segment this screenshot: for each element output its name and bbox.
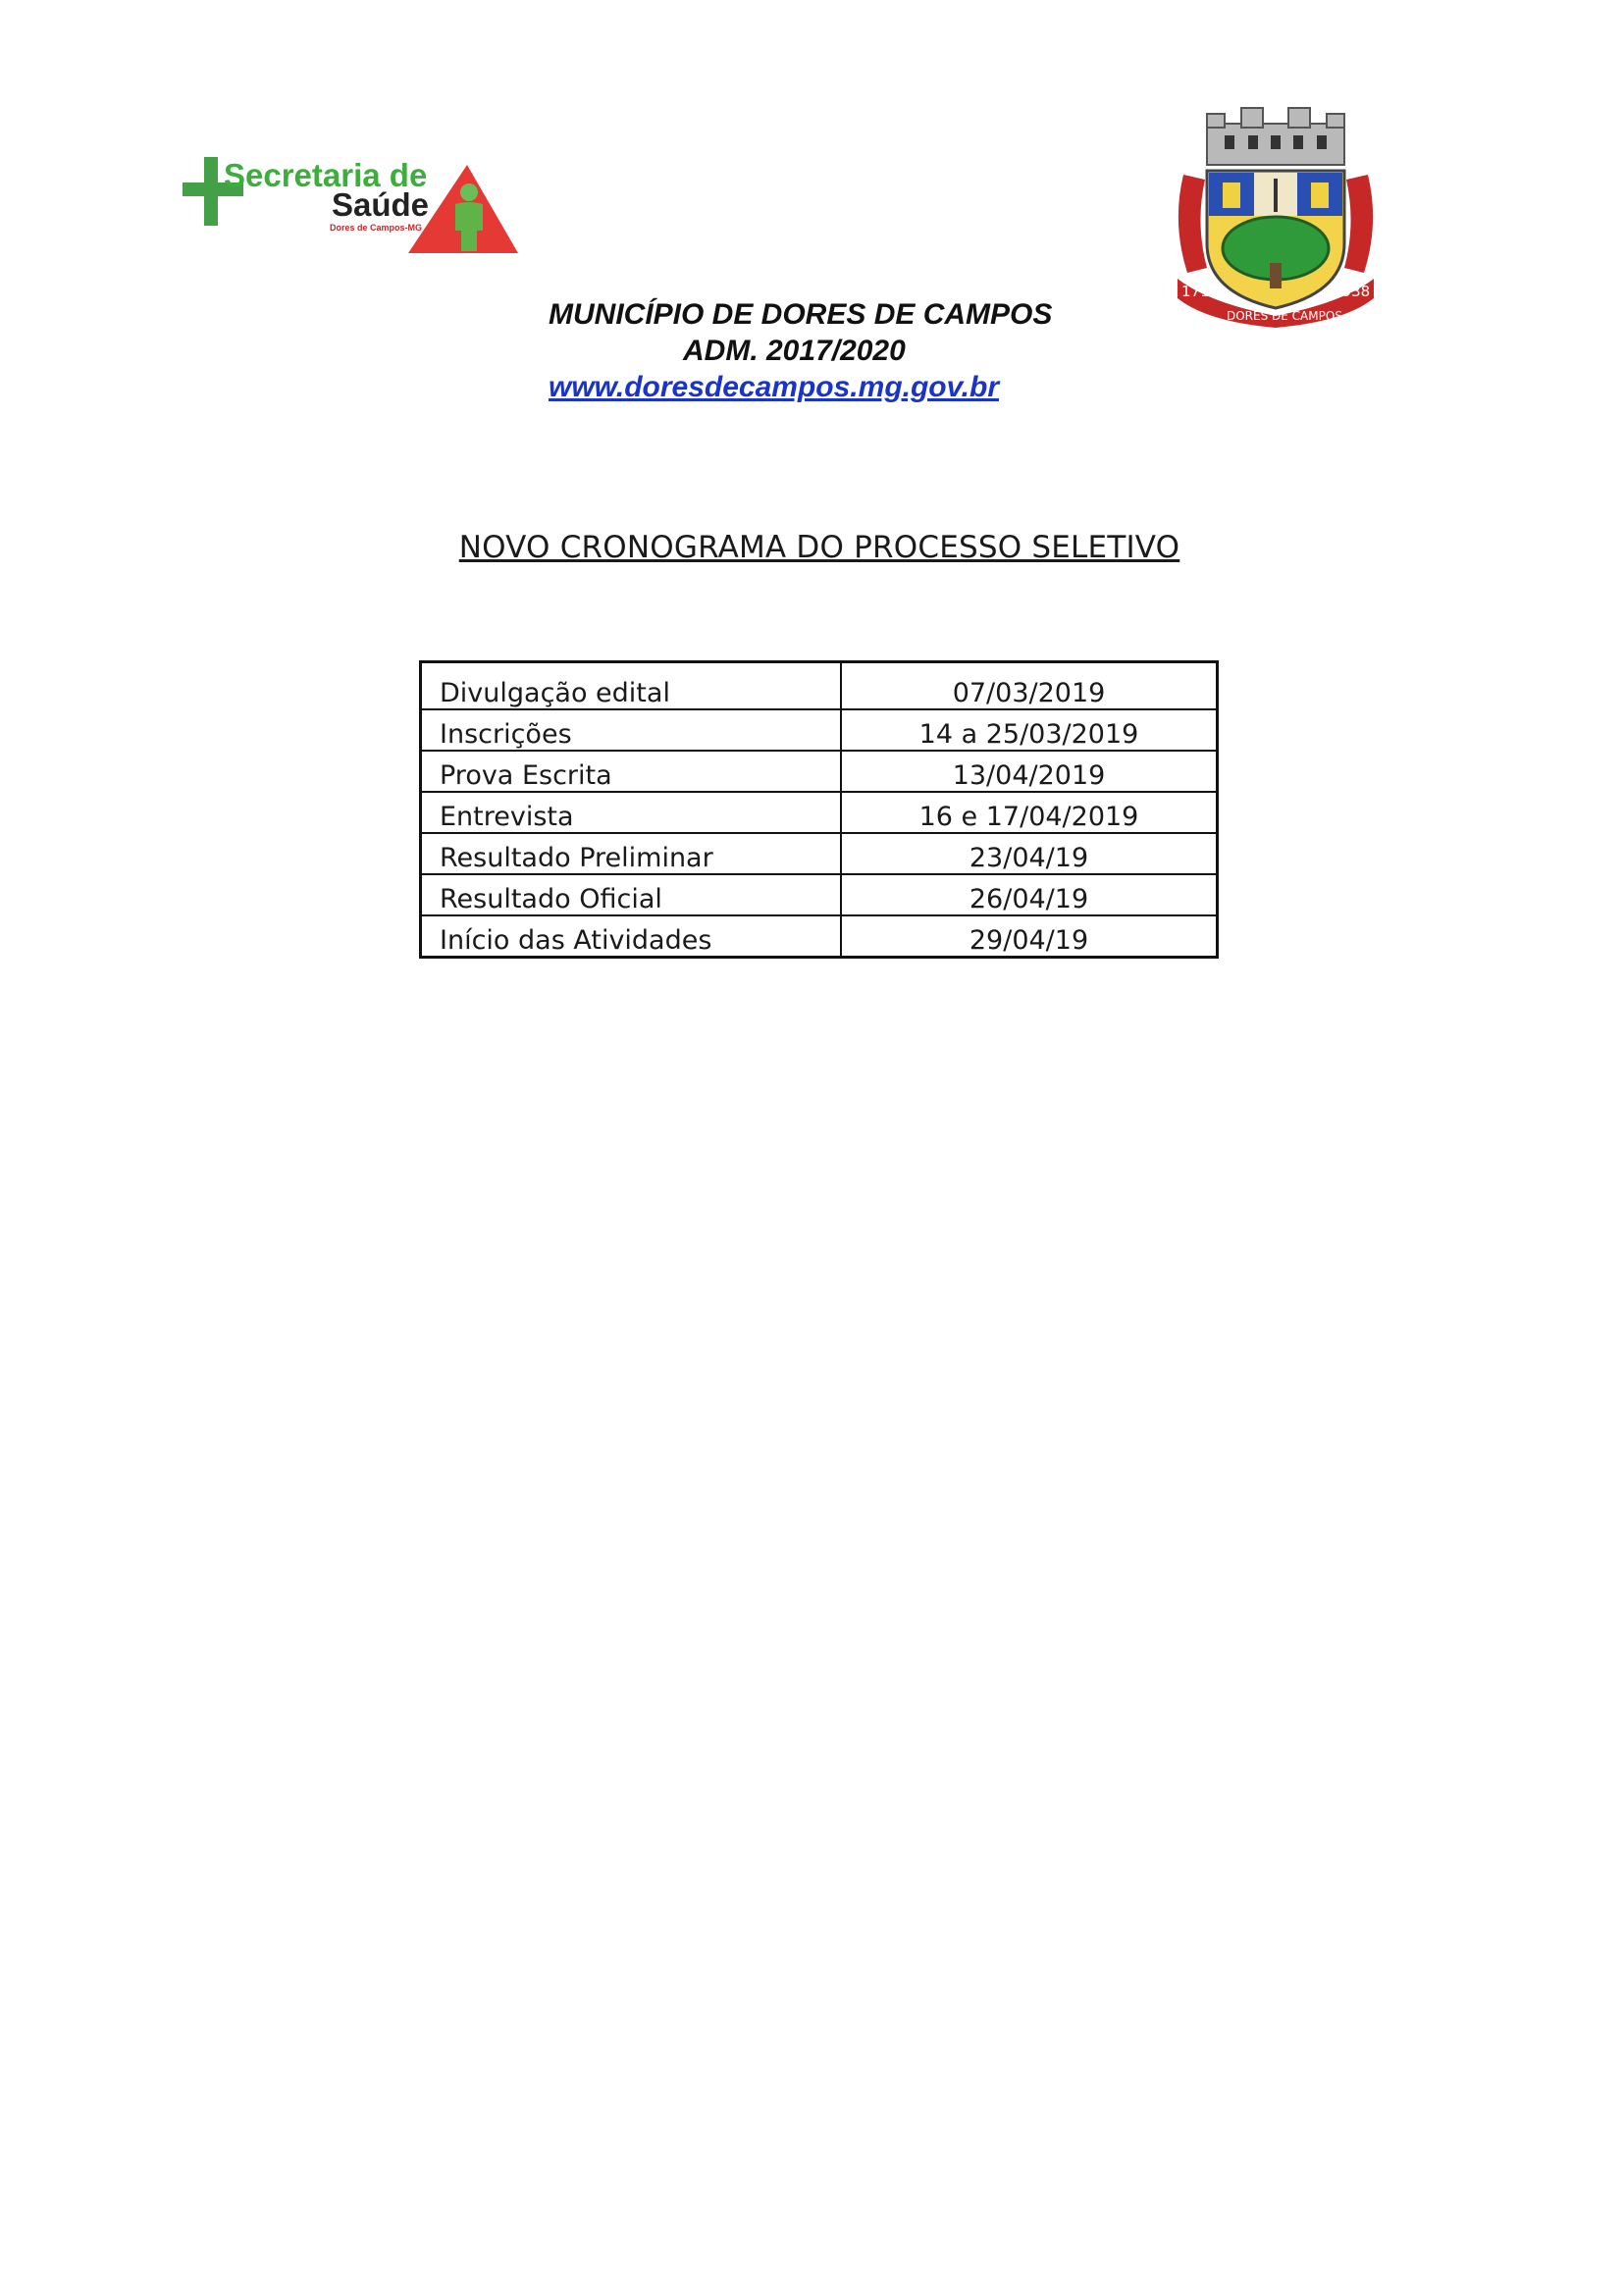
- coat-year-right: 1938: [1333, 283, 1371, 300]
- table-row: [421, 662, 1218, 710]
- event-cell: Entrevista: [421, 792, 842, 833]
- coat-motto: DORES DE CAMPOS: [1227, 309, 1342, 323]
- date-cell: 16 e 17/04/2019: [841, 792, 1218, 833]
- table-row: [421, 915, 1218, 958]
- website-link[interactable]: www.doresdecampos.mg.gov.br: [549, 371, 999, 403]
- table-row: [421, 792, 1218, 833]
- coat-of-arms-emblem: [1168, 106, 1384, 328]
- date-cell: 26/04/19: [841, 874, 1218, 915]
- table-row: [421, 833, 1218, 874]
- event-cell: Inscrições: [421, 709, 842, 751]
- coat-year-left: 1717: [1181, 283, 1220, 300]
- administration-period: ADM. 2017/2020: [683, 335, 906, 367]
- event-cell: Início das Atividades: [421, 915, 842, 958]
- document-title: NOVO CRONOGRAMA DO PROCESSO SELETIVO: [458, 530, 1180, 565]
- schedule-table: [419, 660, 1219, 959]
- secretaria-saude-logo: [183, 157, 526, 255]
- municipality-header: [520, 296, 1089, 405]
- event-cell: Resultado Oficial: [421, 874, 842, 915]
- logo-text-saude: Saúde: [332, 186, 430, 223]
- date-cell: 14 a 25/03/2019: [841, 709, 1218, 751]
- date-cell: 07/03/2019: [841, 662, 1218, 710]
- event-cell: Resultado Preliminar: [421, 833, 842, 874]
- logo-text-city: Dores de Campos-MG: [330, 223, 423, 233]
- municipality-title: MUNICÍPIO DE DORES DE CAMPOS: [549, 298, 1053, 331]
- logo-text-secretaria: Secretaria de: [224, 157, 428, 193]
- date-cell: 29/04/19: [841, 915, 1218, 958]
- date-cell: 13/04/2019: [841, 751, 1218, 792]
- shield-icon: [1207, 171, 1344, 308]
- event-cell: Divulgação edital: [421, 662, 842, 710]
- event-cell: Prova Escrita: [421, 751, 842, 792]
- table-row: [421, 751, 1218, 792]
- mural-crown-icon: [1207, 108, 1344, 165]
- table-row: [421, 709, 1218, 751]
- table-row: [421, 874, 1218, 915]
- date-cell: 23/04/19: [841, 833, 1218, 874]
